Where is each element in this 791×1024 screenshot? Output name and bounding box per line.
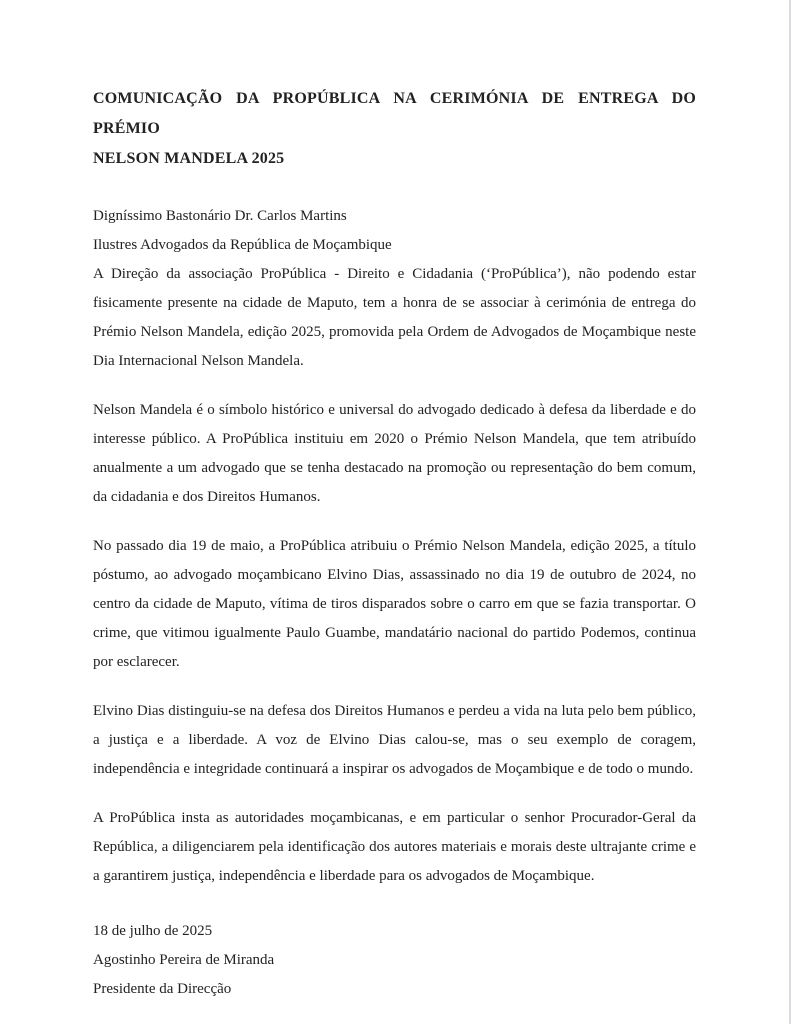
document-date: 18 de julho de 2025 (93, 923, 213, 939)
document-title-line-2: NELSON MANDELA 2025 (93, 150, 285, 167)
document-body (93, 202, 696, 1004)
body-paragraph: A ProPública insta as autoridades moçambicanas, e em particular o senhor Procurador-Geral da República, a diligenciarem pela identificação dos autores materiais e morais deste ultrajante crime e a garantirem justiça, independência e liberdade para os advogados de Moçambique. (93, 810, 696, 884)
body-paragraph: No passado dia 19 de maio, a ProPública atribuiu o Prémio Nelson Mandela, edição 2025, a título póstumo, ao advogado moçambicano Elvino Dias, assassinado no dia 19 de outubro de 2024, no centro da cidade de Maputo, vítima de tiros disparados sobre o carro em que se fazia transportar. O crime, que vitimou igualmente Paulo Guambe, mandatário nacional do partido Podemos, continua por esclarecer. (93, 538, 696, 670)
body-paragraph: Nelson Mandela é o símbolo histórico e universal do advogado dedicado à defesa da liberdade e do interesse público. A ProPública instituiu em 2020 o Prémio Nelson Mandela, que tem atribuído anualmente a um advogado que se tenha destacado na promoção ou representação do bem comum, da cidadania e dos Direitos Humanos. (93, 402, 696, 505)
signatory-name: Agostinho Pereira de Miranda (93, 952, 275, 968)
body-paragraph: Elvino Dias distinguiu-se na defesa dos Direitos Humanos e perdeu a vida na luta pelo bem público, a justiça e a liberdade. A voz de Elvino Dias calou-se, mas o seu exemplo de coragem, independência e integridade continuará a inspirar os advogados de Moçambique e de todo o mundo. (93, 703, 696, 777)
signatory-title: Presidente da Direcção (93, 981, 232, 997)
salutation-audience: Ilustres Advogados da República de Moçambique (93, 237, 392, 253)
signature-block (93, 917, 696, 1004)
document-title (93, 84, 696, 174)
document-title-line-1: COMUNICAÇÃO DA PROPÚBLICA NA CERIMÓNIA DE ENTREGA DO PRÉMIO (93, 90, 696, 137)
salutation-block (93, 202, 696, 376)
body-paragraph: A Direção da associação ProPública - Direito e Cidadania (‘ProPública’), não podendo estar fisicamente presente na cidade de Maputo, tem a honra de se associar à cerimónia de entrega do Prémio Nelson Mandela, edição 2025, promovida pela Ordem de Advogados de Moçambique neste Dia Internacional Nelson Mandela. (93, 266, 696, 369)
salutation-addressee: Digníssimo Bastonário Dr. Carlos Martins (93, 208, 347, 224)
